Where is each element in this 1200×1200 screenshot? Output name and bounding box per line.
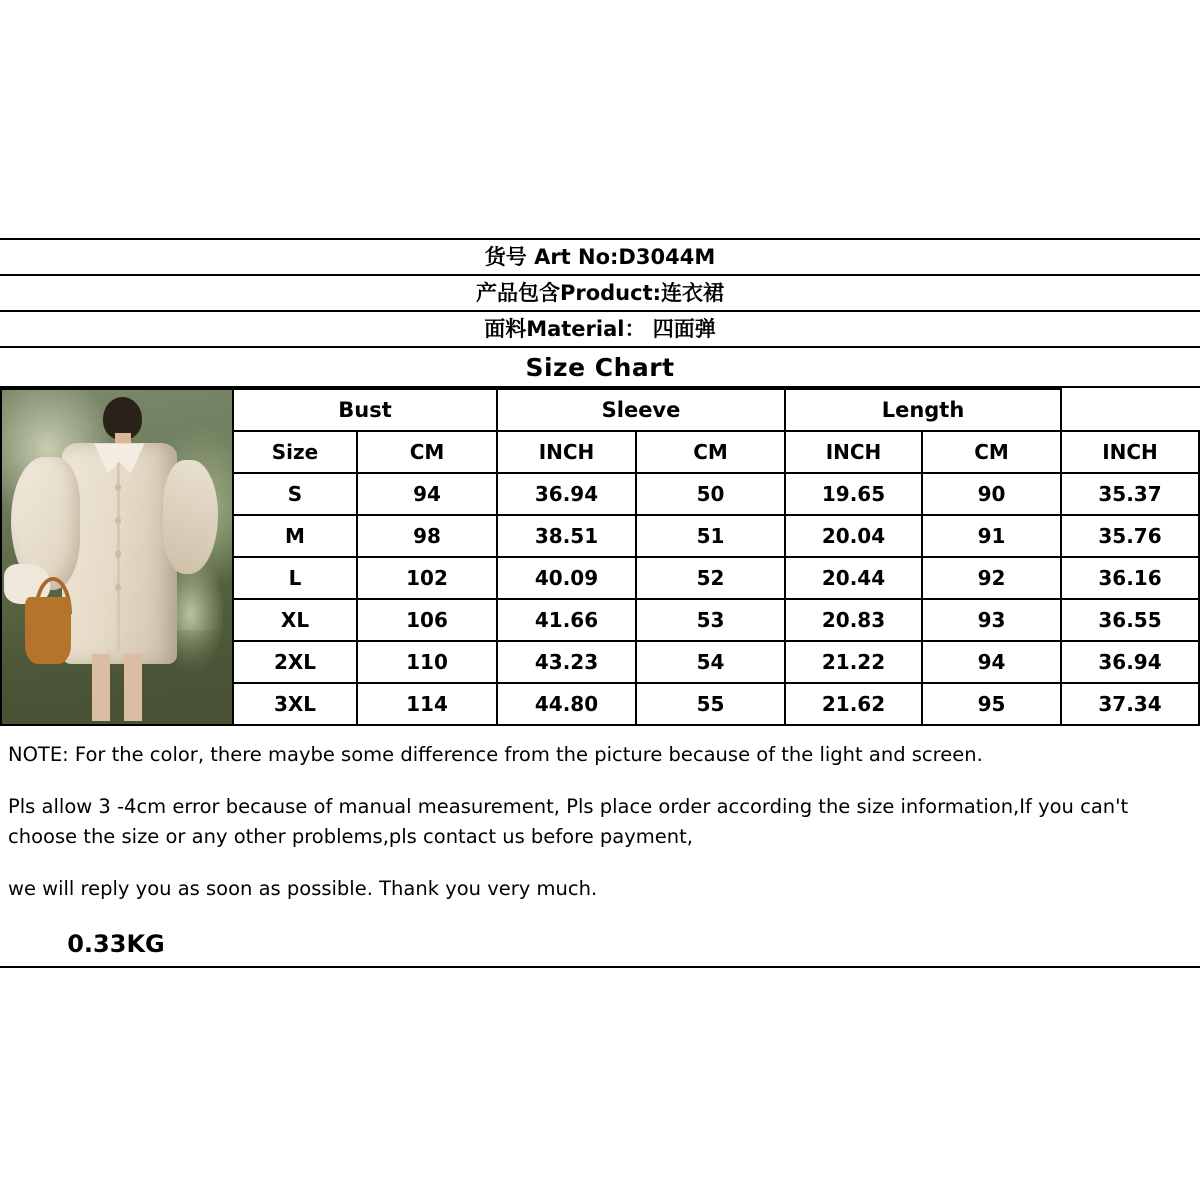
model-leg-right	[124, 654, 142, 721]
cell-length-inch: 35.76	[1061, 515, 1199, 557]
column-header-bust-inch: INCH	[497, 431, 636, 473]
column-header-length-cm: CM	[922, 431, 1061, 473]
cell-length-cm: 93	[922, 599, 1061, 641]
cell-length-cm: 90	[922, 473, 1061, 515]
cell-bust-inch: 40.09	[497, 557, 636, 599]
cell-size: XL	[233, 599, 357, 641]
cell-length-inch: 36.55	[1061, 599, 1199, 641]
size-chart-title: Size Chart	[0, 348, 1200, 388]
cell-bust-cm: 110	[357, 641, 497, 683]
cell-bust-inch: 44.80	[497, 683, 636, 725]
cell-length-cm: 92	[922, 557, 1061, 599]
cell-sleeve-inch: 21.22	[785, 641, 922, 683]
cell-sleeve-cm: 51	[636, 515, 785, 557]
cell-bust-inch: 41.66	[497, 599, 636, 641]
size-chart-table	[0, 388, 1200, 726]
art-no-row: 货号 Art No:D3044M	[0, 240, 1200, 276]
cell-sleeve-cm: 52	[636, 557, 785, 599]
product-photo-cell	[1, 389, 233, 725]
handbag	[25, 597, 71, 664]
column-header-size: Size	[233, 431, 357, 473]
cell-bust-inch: 38.51	[497, 515, 636, 557]
cell-sleeve-inch: 20.04	[785, 515, 922, 557]
cell-bust-inch: 43.23	[497, 641, 636, 683]
dress-button	[115, 550, 121, 557]
cell-length-inch: 35.37	[1061, 473, 1199, 515]
cell-bust-cm: 106	[357, 599, 497, 641]
model-leg-left	[92, 654, 110, 721]
group-header-sleeve: Sleeve	[497, 389, 785, 431]
product-row: 产品包含Product:连衣裙	[0, 276, 1200, 312]
cell-bust-inch: 36.94	[497, 473, 636, 515]
cell-sleeve-inch: 20.83	[785, 599, 922, 641]
cell-size: M	[233, 515, 357, 557]
cell-length-inch: 36.94	[1061, 641, 1199, 683]
size-chart-sheet	[0, 238, 1200, 968]
column-header-bust-cm: CM	[357, 431, 497, 473]
cell-bust-cm: 114	[357, 683, 497, 725]
weight-label-wrapper	[0, 924, 232, 964]
cell-bust-cm: 102	[357, 557, 497, 599]
cell-size: 3XL	[233, 683, 357, 725]
cell-bust-cm: 94	[357, 473, 497, 515]
cell-size: S	[233, 473, 357, 515]
cell-sleeve-cm: 53	[636, 599, 785, 641]
weight-label: 0.33KG	[67, 930, 165, 958]
note-color-disclaimer: NOTE: For the color, there maybe some difference from the picture because of the light and screen.	[8, 743, 983, 766]
cell-bust-cm: 98	[357, 515, 497, 557]
cell-length-inch: 36.16	[1061, 557, 1199, 599]
material-row: 面料Material： 四面弹	[0, 312, 1200, 348]
cell-sleeve-inch: 21.62	[785, 683, 922, 725]
cell-length-inch: 37.34	[1061, 683, 1199, 725]
cell-size: L	[233, 557, 357, 599]
group-header-length: Length	[785, 389, 1061, 431]
dress-button	[115, 484, 121, 491]
note-measurement-disclaimer: Pls allow 3 -4cm error because of manual measurement, Pls place order according the size information,If you can't choose the size or any other problems,pls contact us before payment,	[8, 795, 1129, 848]
cell-length-cm: 94	[922, 641, 1061, 683]
cell-sleeve-inch: 20.44	[785, 557, 922, 599]
table-group-header-row	[1, 389, 1199, 431]
cell-sleeve-cm: 55	[636, 683, 785, 725]
cell-size: 2XL	[233, 641, 357, 683]
cell-sleeve-cm: 50	[636, 473, 785, 515]
column-header-sleeve-inch: INCH	[785, 431, 922, 473]
cell-length-cm: 95	[922, 683, 1061, 725]
group-header-bust: Bust	[233, 389, 497, 431]
product-photo	[2, 390, 232, 724]
note-reply-promise: we will reply you as soon as possible. Thank you very much.	[8, 877, 598, 900]
cell-sleeve-cm: 54	[636, 641, 785, 683]
column-header-length-inch: INCH	[1061, 431, 1199, 473]
column-header-sleeve-cm: CM	[636, 431, 785, 473]
cell-length-cm: 91	[922, 515, 1061, 557]
cell-sleeve-inch: 19.65	[785, 473, 922, 515]
